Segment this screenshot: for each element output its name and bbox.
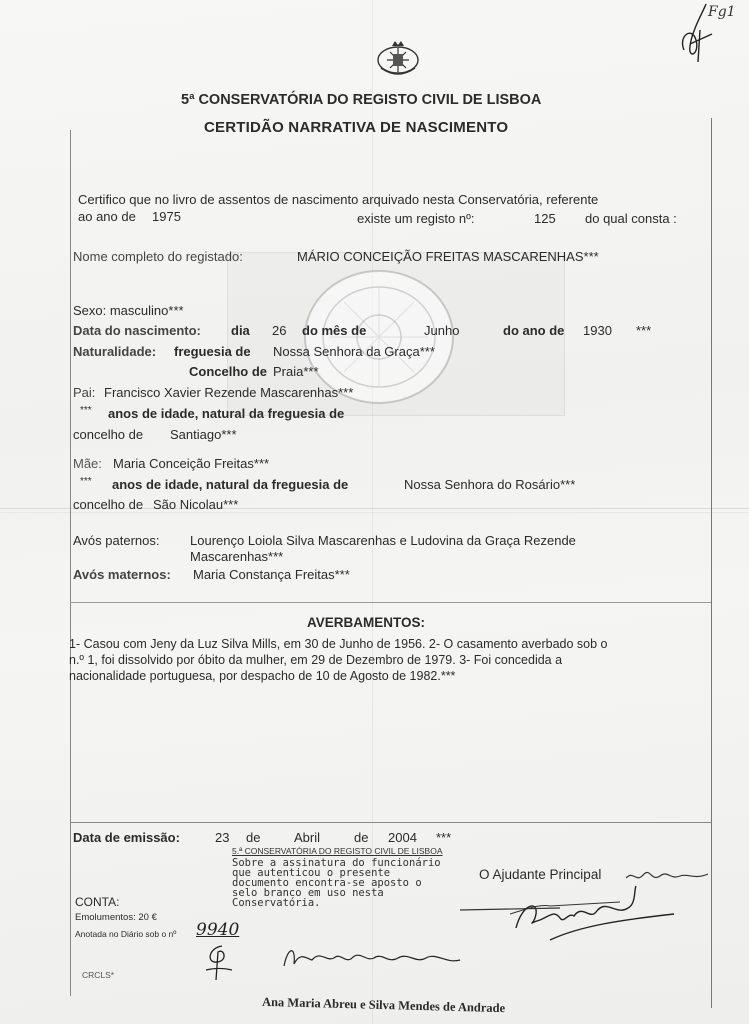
emission-day: 23: [215, 830, 230, 845]
emission-stars: ***: [436, 830, 452, 845]
diario-number: 9940: [196, 920, 240, 940]
concelho-label: Concelho de: [189, 364, 268, 379]
emission-month: Abril: [294, 830, 321, 845]
handwritten-mark-icon: [198, 942, 238, 984]
intro-year: 1975: [152, 209, 181, 224]
paternal-grandparents: Lourenço Loiola Silva Mascarenhas e Ludovina da Graça Rezende: [190, 533, 576, 548]
father-concelho: Santiago***: [170, 427, 237, 442]
freguesia-label: freguesia de: [174, 344, 251, 359]
stamp-line: Sobre a assinatura do funcionário: [232, 857, 441, 869]
paternal-grandparents-label: Avós paternos:: [73, 533, 160, 548]
name-label: Nome completo do registado:: [73, 249, 243, 264]
paper-fold: [0, 512, 749, 513]
registo-number: 125: [534, 211, 556, 226]
stamp-line: Conservatória.: [232, 897, 321, 909]
birth-year-stars: ***: [636, 323, 652, 338]
emission-date-label: Data de emissão:: [73, 830, 180, 845]
birth-month: Junho: [424, 323, 460, 338]
stamp-line: selo branco em uso nesta: [232, 887, 384, 899]
page-title: CERTIDÃO NARRATIVA DE NASCIMENTO: [204, 119, 509, 136]
registo-label: existe um registo nº:: [357, 211, 475, 226]
emission-year: 2004: [388, 830, 417, 845]
averbamento-line: 1- Casou com Jeny da Luz Silva Mills, em 30 de Junho de 1956. 2- O casamento averbado sob o: [69, 637, 608, 651]
birth-date-label: Data do nascimento:: [73, 323, 201, 338]
mother-age: ***: [80, 476, 92, 487]
averbamento-line: n.º 1, foi dissolvido por óbito da mulher, em 29 de Dezembro de 1979. 3- Foi concedida a: [69, 653, 563, 667]
office-title: 5ª CONSERVATÓRIA DO REGISTO CIVIL DE LISBOA: [181, 92, 542, 108]
emission-de: de: [246, 830, 261, 845]
document-code: CRCLS*: [82, 970, 115, 980]
mother-age-text: anos de idade, natural da freguesia de: [112, 477, 349, 492]
stamp-line: documento encontra-se aposto o: [232, 877, 422, 889]
handwritten-signature-icon: [450, 884, 690, 946]
conta-label: CONTA:: [75, 895, 120, 909]
certification-stamp: [232, 846, 456, 908]
mother-freguesia: Nossa Senhora do Rosário***: [404, 477, 576, 492]
freguesia-value: Nossa Senhora da Graça***: [273, 344, 435, 359]
birth-month-label: do mês de: [302, 323, 367, 338]
emolumentos: Emolumentos: 20 €: [75, 912, 157, 923]
section-divider: [70, 602, 711, 603]
birth-year-label: do ano de: [503, 323, 565, 338]
consta-label: do qual consta :: [585, 211, 677, 226]
section-divider: [70, 822, 711, 823]
father-concelho-label: concelho de: [73, 427, 144, 442]
registered-name: MÁRIO CONCEIÇÃO FREITAS MASCARENHAS***: [297, 249, 599, 264]
father-age-text: anos de idade, natural da freguesia de: [108, 406, 345, 421]
signer-name: Ana Maria Abreu e Silva Mendes de Andrade: [261, 994, 506, 1016]
handwritten-signature-icon: [280, 942, 464, 972]
mother-name: Maria Conceição Freitas***: [113, 456, 270, 471]
naturalidade-label: Naturalidade:: [73, 344, 157, 359]
stamp-line: que autenticou o presente: [232, 867, 391, 879]
intro-year-label: ao ano de: [78, 209, 136, 224]
mother-concelho-label: concelho de: [73, 497, 144, 512]
mother-label: Mãe:: [73, 456, 102, 471]
averbamento-line: nacionalidade portuguesa, por despacho de 10 de Agosto de 1982.***: [69, 669, 456, 683]
father-age: ***: [80, 405, 92, 416]
birth-year: 1930: [583, 323, 612, 338]
father-name: Francisco Xavier Rezende Mascarenhas***: [104, 385, 354, 400]
frame-left-line: [70, 130, 71, 996]
birth-day: 26: [272, 323, 287, 338]
emission-de: de: [354, 830, 369, 845]
averbamentos-title: AVERBAMENTOS:: [307, 615, 426, 630]
maternal-grandparents: Maria Constança Freitas***: [193, 567, 350, 582]
handwritten-page-note: Fg1: [708, 4, 736, 20]
intro-line: Certifico que no livro de assentos de nascimento arquivado nesta Conservatória, referente: [78, 192, 599, 207]
diario-label: Anotada no Diário sob o nº: [75, 929, 177, 939]
birth-day-label: dia: [231, 323, 250, 338]
concelho-value: Praia***: [273, 364, 319, 379]
stamp-title: 5.ª CONSERVATÓRIA DO REGISTO CIVIL DE LISBOA: [232, 846, 443, 856]
ajudante-label: O Ajudante Principal: [479, 867, 602, 882]
coat-of-arms-icon: [375, 38, 421, 78]
sex-field: Sexo: masculino***: [73, 303, 184, 318]
father-label: Pai:: [73, 385, 96, 400]
paternal-grandparents-cont: Mascarenhas***: [190, 549, 284, 564]
maternal-grandparents-label: Avós maternos:: [73, 567, 171, 582]
mother-concelho: São Nicolau***: [153, 497, 239, 512]
